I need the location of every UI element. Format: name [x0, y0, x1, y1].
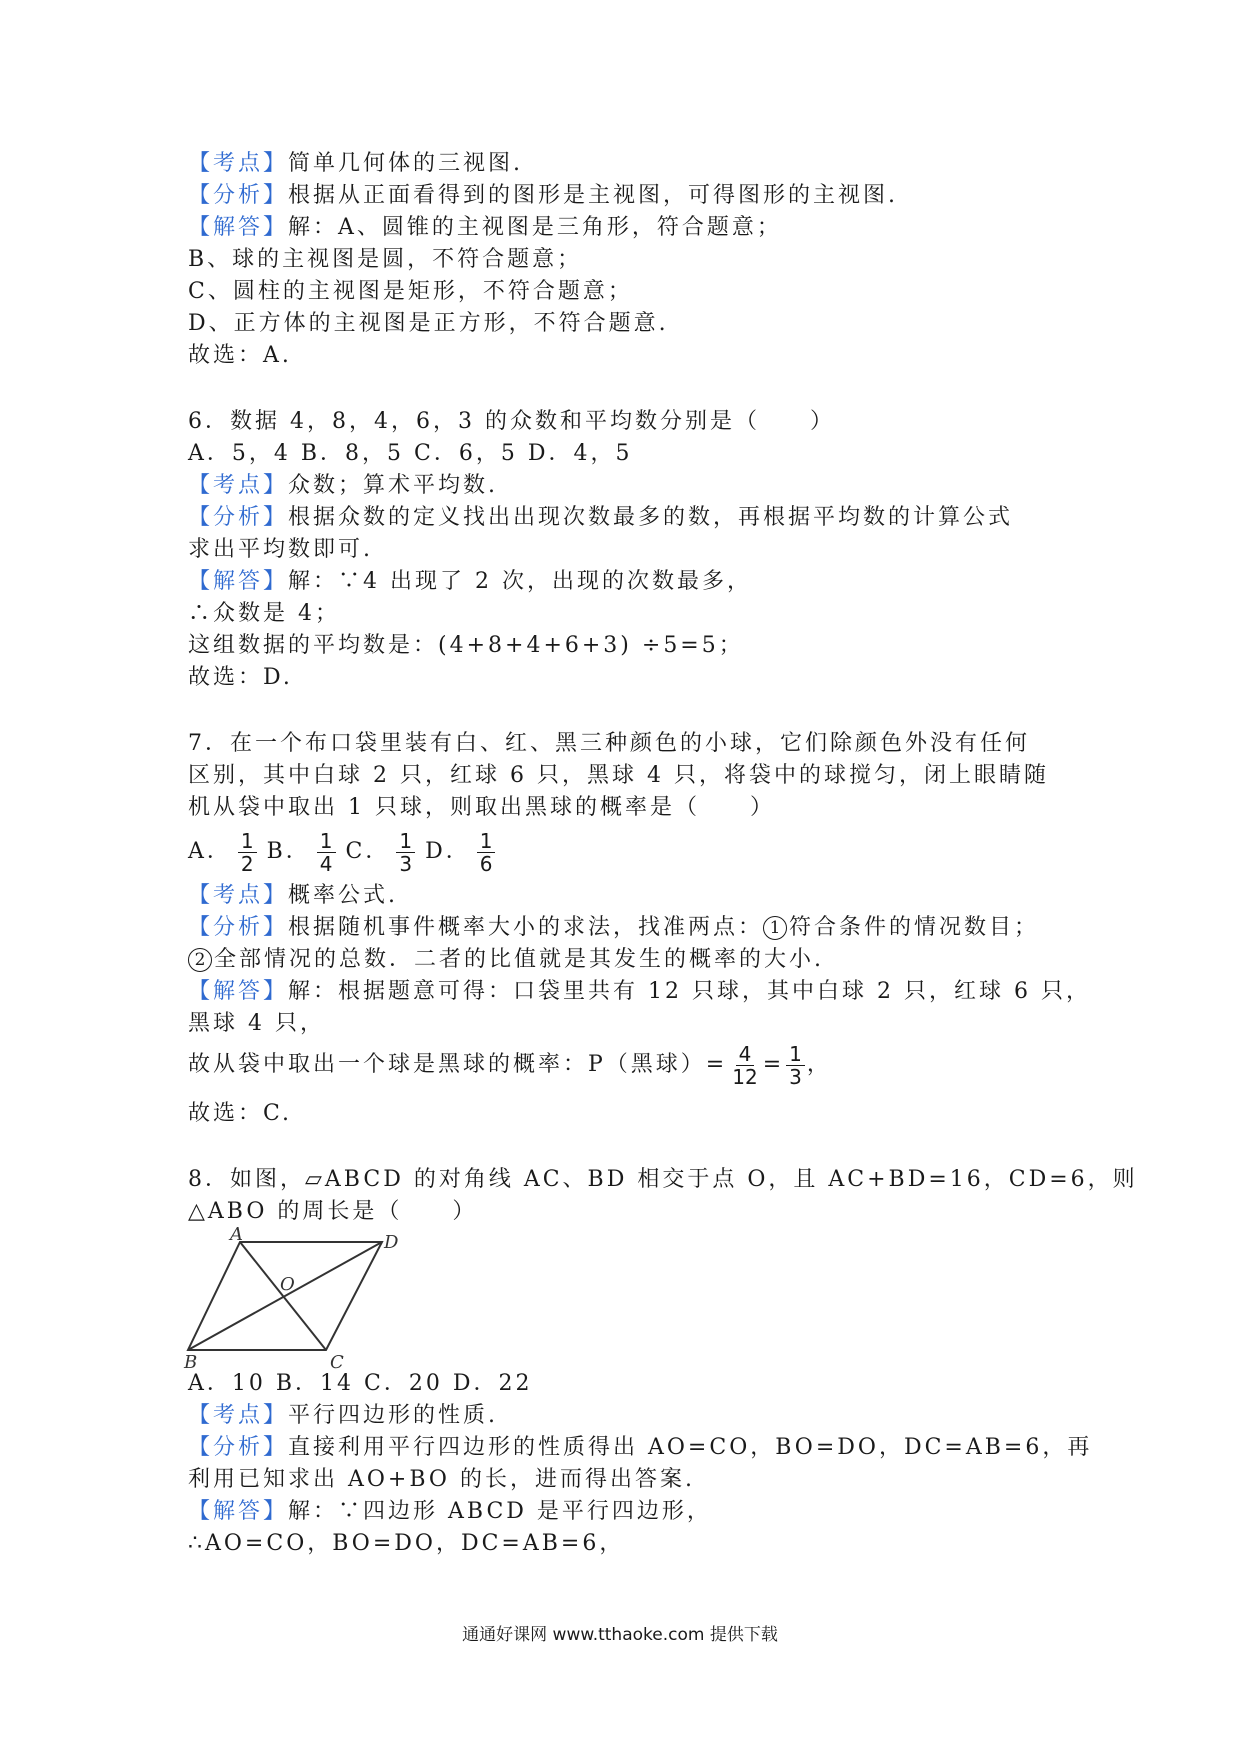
tag-fenxi: 【分析】	[188, 1435, 289, 1460]
q7-fenxi-text-b: 符合条件的情况数目；	[789, 915, 1040, 940]
q5-line-d: D、正方体的主视图是正方形，不符合题意.	[188, 311, 669, 336]
tag-jieda: 【解答】	[188, 979, 289, 1004]
q5-answer: 故选：A.	[188, 343, 292, 368]
fraction-1-3	[786, 1043, 805, 1088]
tag-jieda: 【解答】	[188, 1499, 289, 1524]
q8-fenxi	[188, 1432, 1093, 1464]
option-label: D．	[425, 839, 471, 864]
fraction-numerator: 4	[736, 1043, 755, 1066]
parallelogram-figure	[184, 1224, 1068, 1373]
tag-jieda: 【解答】	[188, 569, 289, 594]
q6-answer: 故选：D.	[188, 665, 293, 690]
q7-jieda-text: 解：根据题意可得：口袋里共有 12 只球，其中白球 2 只，红球 6 只，	[288, 979, 1091, 1004]
q6-kaodian	[188, 470, 1068, 502]
q5-fenxi	[188, 180, 1068, 212]
option-fraction	[477, 830, 496, 875]
q6-options: A．5，4 B．8，5 C．6，5 D．4，5	[188, 441, 633, 466]
q6-fenxi-cont: 求出平均数即可.	[188, 537, 373, 562]
fraction-4-12	[729, 1043, 760, 1088]
fraction-numerator: 1	[238, 830, 257, 853]
q8-kaodian-text: 平行四边形的性质.	[288, 1403, 499, 1428]
fraction-numerator: 1	[396, 830, 415, 853]
fraction-denominator: 4	[319, 851, 333, 876]
tag-jieda: 【解答】	[188, 215, 289, 240]
q8-line-1: ∴AO=CO，BO=DO，DC=AB=6，	[188, 1531, 625, 1556]
fraction-denominator: 12	[732, 1064, 758, 1089]
fraction-denominator: 3	[789, 1064, 802, 1089]
q8-jieda	[188, 1496, 1068, 1528]
q7-fenxi-text-2: 全部情况的总数．二者的比值就是其发生的概率的大小.	[214, 947, 824, 972]
label-c: C	[330, 1352, 344, 1373]
parallelogram-diagram	[184, 1224, 428, 1373]
q7-kaodian-text: 概率公式.	[288, 883, 399, 908]
q5-fenxi-text: 根据从正面看得到的图形是主视图，可得图形的主视图.	[288, 183, 899, 208]
circled-number-2: 2	[188, 948, 212, 972]
q7-jieda-cont: 黑球 4 只，	[188, 1011, 325, 1036]
fraction-numerator: 1	[317, 830, 336, 853]
q5-kaodian	[188, 148, 1068, 180]
q7-jieda	[188, 976, 1091, 1008]
q8-jieda-text: 解：∵四边形 ABCD 是平行四边形，	[288, 1499, 712, 1524]
tag-kaodian: 【考点】	[188, 151, 289, 176]
option-fraction	[317, 830, 336, 875]
q7-options	[188, 824, 1068, 880]
q6-line-mode: ∴众数是 4；	[188, 601, 340, 626]
tag-kaodian: 【考点】	[188, 883, 289, 908]
option-label: C．	[345, 839, 391, 864]
q6-fenxi	[188, 502, 1068, 534]
q8-stem-1: 8．如图，▱ABCD 的对角线 AC、BD 相交于点 O，且 AC+BD=16，CD=6，则	[188, 1167, 1138, 1192]
q8-kaodian	[188, 1400, 1068, 1432]
tag-kaodian: 【考点】	[188, 473, 289, 498]
page-footer[interactable]: 通通好课网 www.tthaoke.com 提供下载	[462, 1625, 778, 1645]
q7-prob-text: 故从袋中取出一个球是黑球的概率：P（黑球）=	[188, 1052, 728, 1077]
fraction-denominator: 3	[399, 851, 413, 876]
tag-fenxi: 【分析】	[188, 505, 289, 530]
q5-line-c: C、圆柱的主视图是矩形，不符合题意；	[188, 279, 633, 304]
fraction-numerator: 1	[477, 830, 496, 853]
q7-stem-1: 7．在一个布口袋里装有白、红、黑三种颜色的小球，它们除颜色外没有任何	[188, 731, 1030, 756]
tag-fenxi: 【分析】	[188, 183, 289, 208]
label-a: A	[230, 1224, 243, 1245]
q7-fenxi-text: 根据随机事件概率大小的求法，找准两点：	[288, 915, 764, 940]
option-label: A．	[188, 839, 232, 864]
q5-jieda	[188, 212, 1068, 244]
option-fraction	[238, 830, 257, 875]
q7-stem-2: 区别，其中白球 2 只，红球 6 只，黑球 4 只，将袋中的球搅匀，闭上眼睛随	[188, 763, 1049, 788]
q7-fenxi-cont	[188, 944, 1068, 976]
label-b: B	[184, 1352, 198, 1373]
tag-fenxi: 【分析】	[188, 915, 289, 940]
q7-kaodian	[188, 880, 1068, 912]
q6-line-mean: 这组数据的平均数是：(4+8+4+6+3) ÷5=5；	[188, 633, 744, 658]
equals-sign: =	[762, 1052, 785, 1077]
option-label: B．	[266, 839, 311, 864]
q6-jieda	[188, 566, 1068, 598]
circled-number-1: 1	[763, 916, 787, 940]
q8-fenxi-text: 直接利用平行四边形的性质得出 AO=CO，BO=DO，DC=AB=6，再	[288, 1435, 1093, 1460]
q7-answer: 故选：C.	[188, 1101, 293, 1126]
q6-kaodian-text: 众数；算术平均数.	[288, 473, 499, 498]
q6-fenxi-text: 根据众数的定义找出出现次数最多的数，再根据平均数的计算公式	[288, 505, 1014, 530]
q5-jieda-text: 解：A、圆锥的主视图是三角形，符合题意；	[288, 215, 782, 240]
q6-jieda-text: 解：∵4 出现了 2 次，出现的次数最多，	[288, 569, 752, 594]
q8-options: A．10 B．14 C．20 D．22	[188, 1371, 533, 1396]
q7-probability	[188, 1040, 1068, 1090]
fraction-numerator: 1	[786, 1043, 805, 1066]
option-fraction	[396, 830, 415, 875]
q8-fenxi-cont: 利用已知求出 AO+BO 的长，进而得出答案.	[188, 1467, 695, 1492]
q7-prob-tail: ，	[806, 1052, 832, 1077]
q5-kaodian-text: 简单几何体的三视图.	[288, 151, 524, 176]
label-d: D	[384, 1232, 399, 1253]
q6-stem: 6．数据 4，8，4，6，3 的众数和平均数分别是（ ）	[188, 409, 835, 434]
fraction-denominator: 6	[479, 851, 493, 876]
q8-stem-2: △ABO 的周长是（ ）	[188, 1199, 478, 1224]
tag-kaodian: 【考点】	[188, 1403, 289, 1428]
fraction-denominator: 2	[240, 851, 254, 876]
document-body	[184, 148, 1138, 1560]
q7-fenxi	[188, 912, 1068, 944]
q7-stem-3: 机从袋中取出 1 只球，则取出黑球的概率是（ ）	[188, 795, 775, 820]
q5-line-b: B、球的主视图是圆，不符合题意；	[188, 247, 583, 272]
label-o: O	[280, 1274, 295, 1295]
